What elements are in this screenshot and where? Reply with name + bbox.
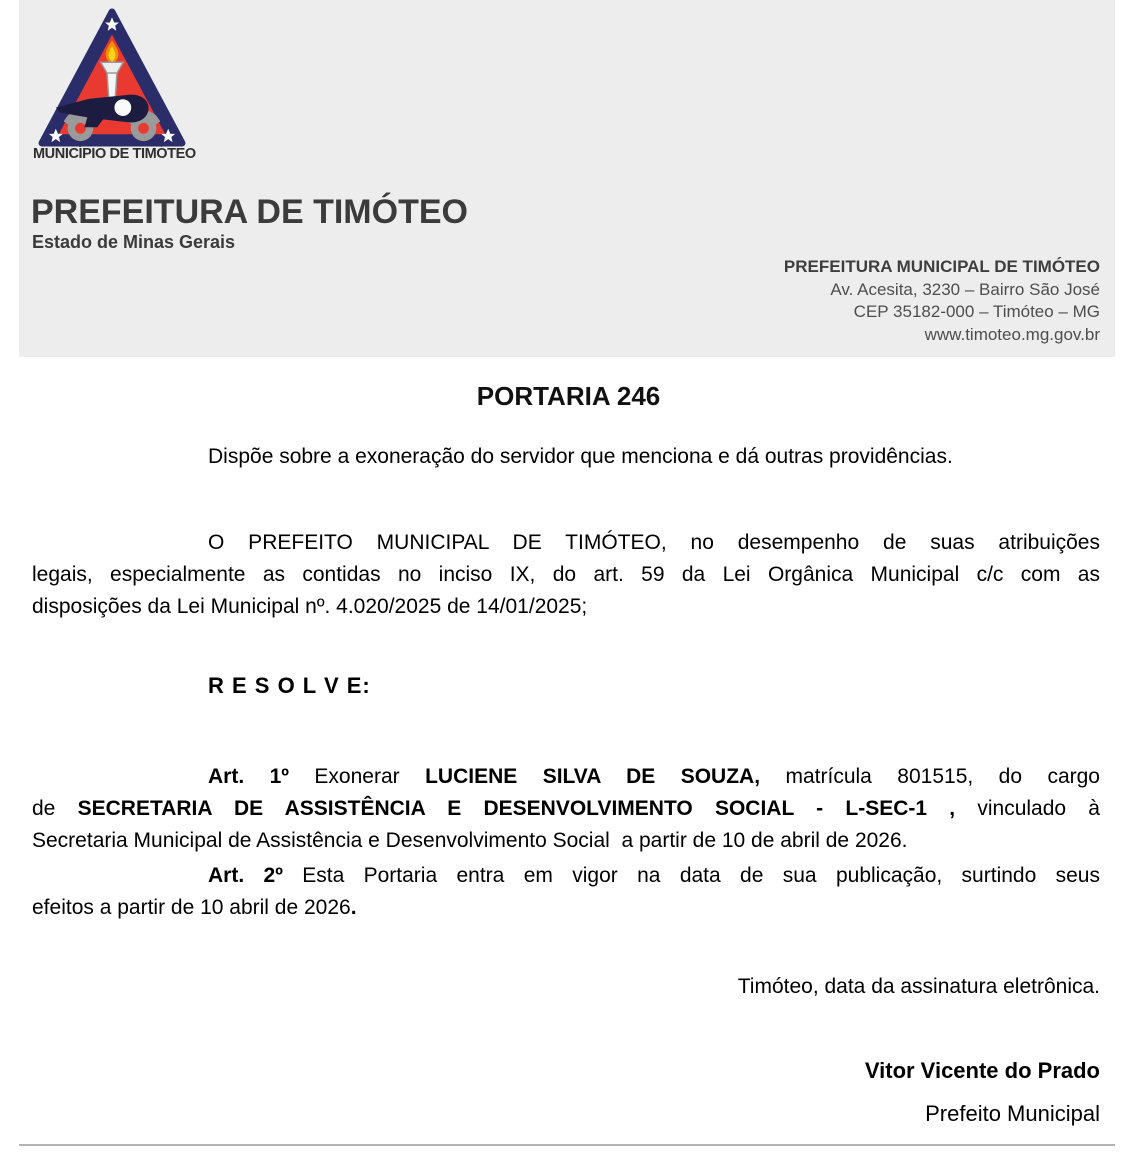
- address-street: Av. Acesita, 3230 – Bairro São José: [830, 279, 1100, 299]
- resolve-heading: R E S O L V E:: [208, 673, 371, 698]
- address-org: PREFEITURA MUNICIPAL DE TIMÓTEO: [783, 257, 1100, 276]
- letterhead-state: Estado de Minas Gerais: [32, 232, 236, 252]
- seal-caption: MUNICÍPIO DE TIMÓTEO: [33, 146, 196, 162]
- letterhead-address-block: [784, 256, 1100, 346]
- article-1-line: Art. 1º Exonerar LUCIENE SILVA DE SOUZA, matrícula 801515, do cargo: [208, 765, 1100, 788]
- article-1-label: Art. 1º: [208, 765, 289, 788]
- letterhead-title: PREFEITURA DE TIMÓTEO: [31, 193, 468, 231]
- article-2-label: Art. 2º: [208, 864, 283, 887]
- place-and-date: Timóteo, data da assinatura eletrônica.: [737, 975, 1100, 998]
- servant-name: LUCIENE SILVA DE SOUZA,: [425, 765, 761, 788]
- article-2-line: efeitos a partir de 10 abril de 2026.: [32, 896, 357, 919]
- preamble-line: legais, especialmente as contidas no inciso IX, do art. 59 da Lei Orgânica Municipal c/c com as: [32, 563, 1100, 586]
- signer-role: Prefeito Municipal: [925, 1101, 1100, 1126]
- signer-name: Vitor Vicente do Prado: [864, 1058, 1100, 1083]
- preamble-paragraph: [32, 527, 1100, 623]
- document-title: PORTARIA 246: [476, 381, 661, 411]
- footer-divider: [19, 1144, 1115, 1146]
- article-2-paragraph: [32, 860, 1100, 924]
- article-2-line: Art. 2º Esta Portaria entra em vigor na data de sua publicação, surtindo seus: [208, 864, 1100, 887]
- address-website: www.timoteo.mg.gov.br: [924, 324, 1100, 344]
- address-cep: CEP 35182-000 – Timóteo – MG: [853, 302, 1100, 322]
- preamble-line: disposições da Lei Municipal nº. 4.020/2025 de 14/01/2025;: [32, 595, 588, 618]
- preamble-line: O PREFEITO MUNICIPAL DE TIMÓTEO, no desempenho de suas atribuições: [208, 531, 1100, 554]
- article-1-paragraph: [32, 761, 1100, 857]
- position-title: SECRETARIA DE ASSISTÊNCIA E DESENVOLVIMENTO SOCIAL - L-SEC-1 ,: [77, 797, 956, 820]
- article-1-line: Secretaria Municipal de Assistência e Desenvolvimento Social a partir de 10 de abril de 2026.: [32, 829, 908, 852]
- article-1-line: de SECRETARIA DE ASSISTÊNCIA E DESENVOLVIMENTO SOCIAL - L-SEC-1 , vinculado à: [32, 797, 1100, 820]
- municipal-seal-logo: [38, 8, 186, 148]
- document-summary: Dispõe sobre a exoneração do servidor que menciona e dá outras providências.: [208, 445, 953, 468]
